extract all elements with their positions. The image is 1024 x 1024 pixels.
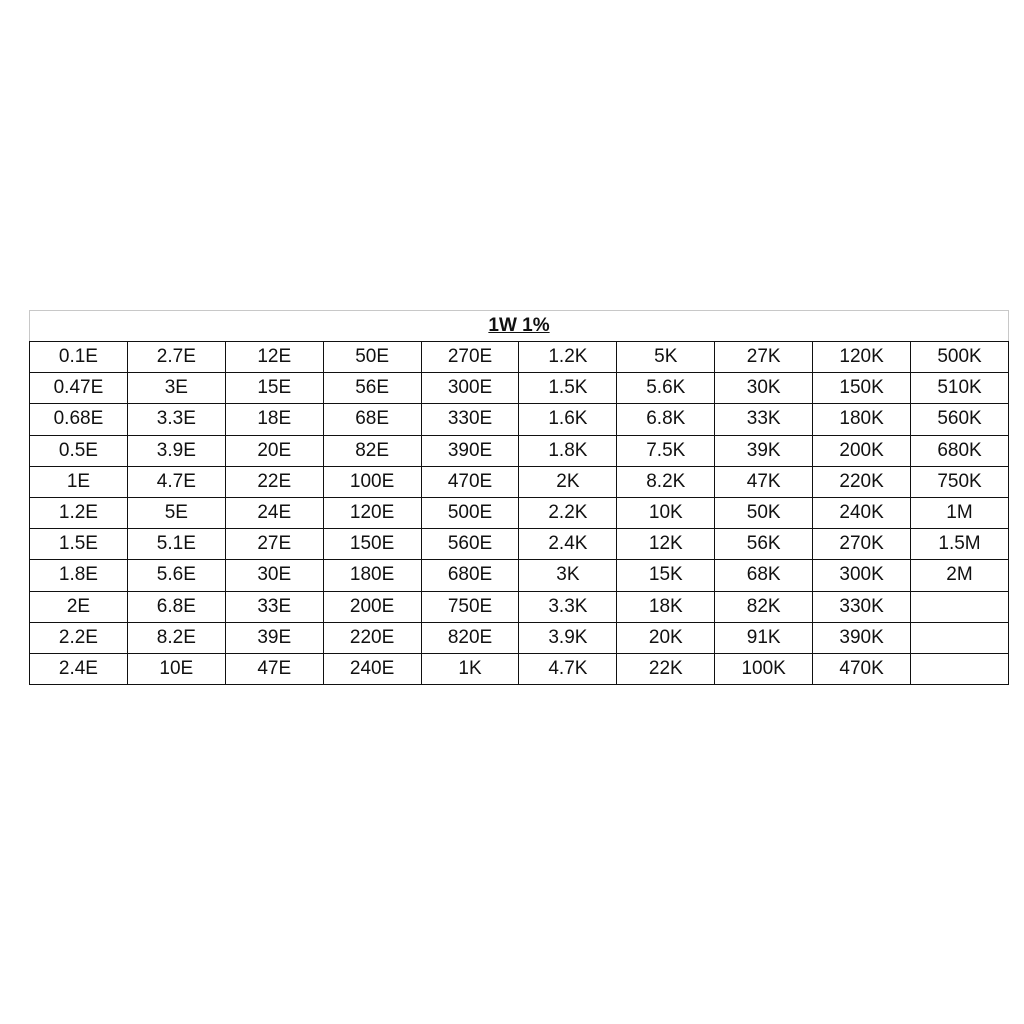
table-cell: 270K [813,529,911,560]
table-cell: 470E [421,466,519,497]
table-row [30,342,1009,373]
table-cell: 22E [225,466,323,497]
table-cell: 6.8E [127,591,225,622]
table-row [30,404,1009,435]
table-cell: 150K [813,373,911,404]
table-cell: 3.9K [519,622,617,653]
table-cell [911,622,1009,653]
table-title: 1W 1% [30,311,1009,342]
table-cell: 150E [323,529,421,560]
table-cell: 3K [519,560,617,591]
table-cell: 2.2K [519,497,617,528]
table-cell: 33K [715,404,813,435]
table-cell: 680E [421,560,519,591]
table-cell: 240K [813,497,911,528]
table-cell [911,653,1009,684]
table-cell: 330K [813,591,911,622]
table-cell: 4.7K [519,653,617,684]
table-cell: 18K [617,591,715,622]
table-cell: 47K [715,466,813,497]
table-cell: 2.4E [30,653,128,684]
table-cell: 5.6E [127,560,225,591]
table-cell: 5.6K [617,373,715,404]
table-cell: 22K [617,653,715,684]
table-cell: 750K [911,466,1009,497]
table-cell: 100E [323,466,421,497]
table-cell: 2.7E [127,342,225,373]
table-cell: 1.6K [519,404,617,435]
table-cell: 560K [911,404,1009,435]
table-row [30,591,1009,622]
table-cell: 1M [911,497,1009,528]
table-cell: 2M [911,560,1009,591]
table-cell: 5K [617,342,715,373]
table-cell: 1K [421,653,519,684]
table-cell: 3.3K [519,591,617,622]
table-row [30,560,1009,591]
table-cell: 47E [225,653,323,684]
table-cell: 560E [421,529,519,560]
table-cell: 6.8K [617,404,715,435]
table-cell: 820E [421,622,519,653]
table-cell: 68K [715,560,813,591]
table-cell: 1.2E [30,497,128,528]
table-cell: 50E [323,342,421,373]
table-cell: 27E [225,529,323,560]
table-cell: 30E [225,560,323,591]
table-cell: 1.2K [519,342,617,373]
table-cell: 2K [519,466,617,497]
table-cell: 390K [813,622,911,653]
table-cell: 200K [813,435,911,466]
table-row [30,653,1009,684]
table-cell: 30K [715,373,813,404]
table-cell: 39K [715,435,813,466]
table-cell: 180K [813,404,911,435]
table-cell: 4.7E [127,466,225,497]
table-row [30,529,1009,560]
table-cell: 220E [323,622,421,653]
table-cell: 8.2E [127,622,225,653]
table-cell: 180E [323,560,421,591]
table-cell: 5E [127,497,225,528]
table-cell: 500K [911,342,1009,373]
table-cell: 0.5E [30,435,128,466]
table-cell: 0.68E [30,404,128,435]
table-cell: 750E [421,591,519,622]
table-cell: 0.47E [30,373,128,404]
table-cell: 10E [127,653,225,684]
table-cell [911,591,1009,622]
table-cell: 7.5K [617,435,715,466]
table-cell: 15K [617,560,715,591]
table-cell: 3.3E [127,404,225,435]
table-cell: 20E [225,435,323,466]
table-cell: 1.8E [30,560,128,591]
table-cell: 56E [323,373,421,404]
table-cell: 1.5M [911,529,1009,560]
table-cell: 330E [421,404,519,435]
table-cell: 120K [813,342,911,373]
table-cell: 300K [813,560,911,591]
table-cell: 240E [323,653,421,684]
table-row [30,622,1009,653]
table-cell: 2.4K [519,529,617,560]
table-cell: 2.2E [30,622,128,653]
table-cell: 82E [323,435,421,466]
table-cell: 500E [421,497,519,528]
table-cell: 24E [225,497,323,528]
table-cell: 20K [617,622,715,653]
table-cell: 470K [813,653,911,684]
table-cell: 680K [911,435,1009,466]
table-cell: 27K [715,342,813,373]
table-cell: 200E [323,591,421,622]
table-cell: 510K [911,373,1009,404]
table-cell: 33E [225,591,323,622]
table-cell: 10K [617,497,715,528]
table-cell: 12K [617,529,715,560]
table-cell: 3.9E [127,435,225,466]
table-cell: 50K [715,497,813,528]
table-cell: 120E [323,497,421,528]
table-cell: 8.2K [617,466,715,497]
table-cell: 1.5K [519,373,617,404]
table-cell: 300E [421,373,519,404]
table-cell: 1.8K [519,435,617,466]
table-cell: 1.5E [30,529,128,560]
table-cell: 18E [225,404,323,435]
table-cell: 82K [715,591,813,622]
table-cell: 56K [715,529,813,560]
table-cell: 39E [225,622,323,653]
table-cell: 220K [813,466,911,497]
table-cell: 2E [30,591,128,622]
table-cell: 0.1E [30,342,128,373]
table-cell: 12E [225,342,323,373]
table-cell: 1E [30,466,128,497]
table-row [30,497,1009,528]
table-cell: 3E [127,373,225,404]
table-body [30,342,1009,685]
resistor-value-sheet [29,310,1009,685]
table-cell: 91K [715,622,813,653]
table-cell: 5.1E [127,529,225,560]
table-row [30,373,1009,404]
resistor-value-table [29,310,1009,685]
table-cell: 15E [225,373,323,404]
table-cell: 68E [323,404,421,435]
title-row [30,311,1009,342]
table-row [30,435,1009,466]
table-cell: 270E [421,342,519,373]
table-row [30,466,1009,497]
table-cell: 100K [715,653,813,684]
table-cell: 390E [421,435,519,466]
